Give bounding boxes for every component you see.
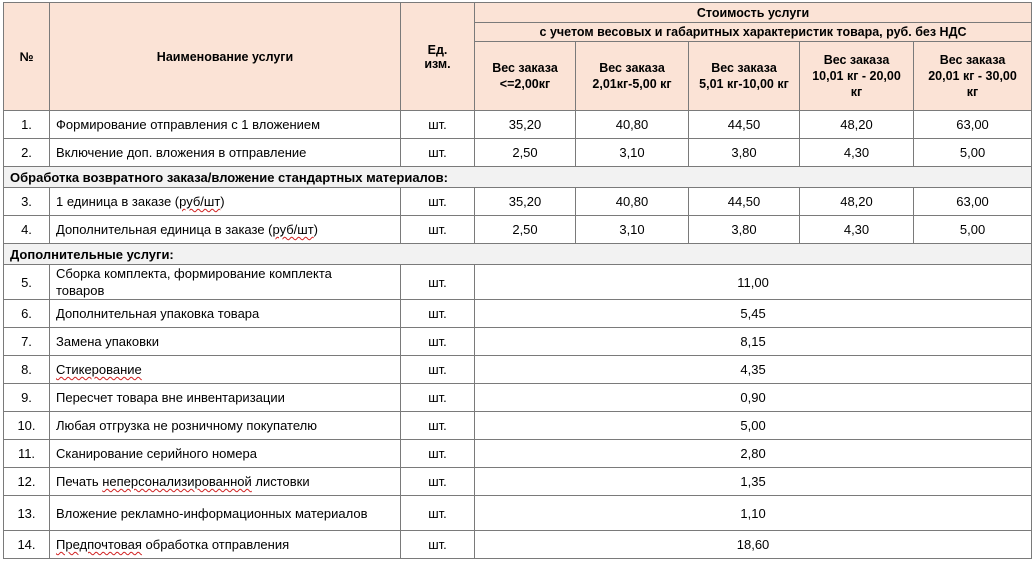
table-row [4, 265, 1032, 300]
price-cell: 48,20 [800, 188, 914, 216]
spellcheck-word: неперсонализированной [102, 474, 252, 489]
price-cell: 3,80 [689, 216, 800, 244]
price-cell: 3,10 [576, 139, 689, 167]
service-name: Включение доп. вложения в отправление [50, 139, 401, 167]
header-weight-4: Вес заказа 10,01 кг - 20,00 кг [800, 42, 914, 111]
price-cell: 2,50 [475, 139, 576, 167]
price-cell: 2,50 [475, 216, 576, 244]
table-row [4, 412, 1032, 440]
unit: шт. [401, 300, 475, 328]
row-num: 5. [4, 265, 50, 300]
price-cell: 18,60 [475, 531, 1032, 559]
row-num: 12. [4, 468, 50, 496]
price-cell: 44,50 [689, 111, 800, 139]
header-weight-2: Вес заказа 2,01кг-5,00 кг [576, 42, 689, 111]
row-num: 14. [4, 531, 50, 559]
price-cell: 4,35 [475, 356, 1032, 384]
service-name: Формирование отправления с 1 вложением [50, 111, 401, 139]
row-num: 4. [4, 216, 50, 244]
row-num: 10. [4, 412, 50, 440]
header-weight-3: Вес заказа 5,01 кг-10,00 кг [689, 42, 800, 111]
section-row-returns [4, 167, 1032, 188]
header-weight-1: Вес заказа <=2,00кг [475, 42, 576, 111]
section-title: Дополнительные услуги: [4, 244, 1032, 265]
service-name [50, 356, 401, 384]
unit: шт. [401, 216, 475, 244]
table-row [4, 139, 1032, 167]
row-num: 7. [4, 328, 50, 356]
table-row [4, 531, 1032, 559]
table-row [4, 328, 1032, 356]
header-service-name: Наименование услуги [50, 3, 401, 111]
service-name: Печать неперсонализированной листовки [50, 468, 401, 496]
service-name: Сборка комплекта, формирование комплекта товаров [50, 265, 401, 300]
spellcheck-word: руб/шт [179, 194, 221, 209]
header-cost-title: Стоимость услуги [475, 3, 1032, 23]
service-name: Дополнительная единица в заказе (руб/шт) [50, 216, 401, 244]
service-name: Вложение рекламно-информационных материалов [50, 496, 401, 531]
unit: шт. [401, 265, 475, 300]
price-cell: 4,30 [800, 216, 914, 244]
table-row [4, 468, 1032, 496]
unit: шт. [401, 139, 475, 167]
row-num: 13. [4, 496, 50, 531]
header-unit: Ед. изм. [401, 3, 475, 111]
price-cell: 4,30 [800, 139, 914, 167]
price-cell: 44,50 [689, 188, 800, 216]
unit: шт. [401, 440, 475, 468]
row-num: 9. [4, 384, 50, 412]
spellcheck-word: Стикерование [56, 362, 142, 377]
table-row [4, 300, 1032, 328]
price-cell: 0,90 [475, 384, 1032, 412]
row-num: 6. [4, 300, 50, 328]
unit: шт. [401, 412, 475, 440]
price-cell: 8,15 [475, 328, 1032, 356]
price-cell: 5,00 [914, 139, 1032, 167]
section-title: Обработка возвратного заказа/вложение стандартных материалов: [4, 167, 1032, 188]
unit: шт. [401, 111, 475, 139]
table-row [4, 216, 1032, 244]
tariff-table [3, 2, 1032, 559]
row-num: 1. [4, 111, 50, 139]
table-row [4, 440, 1032, 468]
section-row-extra [4, 244, 1032, 265]
service-name: Сканирование серийного номера [50, 440, 401, 468]
price-cell: 3,10 [576, 216, 689, 244]
unit: шт. [401, 468, 475, 496]
price-cell: 3,80 [689, 139, 800, 167]
price-cell: 40,80 [576, 188, 689, 216]
price-cell: 35,20 [475, 188, 576, 216]
price-cell: 40,80 [576, 111, 689, 139]
service-name: Пересчет товара вне инвентаризации [50, 384, 401, 412]
price-cell: 5,45 [475, 300, 1032, 328]
unit: шт. [401, 496, 475, 531]
spellcheck-word: руб/шт [272, 222, 314, 237]
header-num: № [4, 3, 50, 111]
unit: шт. [401, 531, 475, 559]
table-row [4, 384, 1032, 412]
price-cell: 63,00 [914, 188, 1032, 216]
price-cell: 5,00 [475, 412, 1032, 440]
unit: шт. [401, 384, 475, 412]
price-cell: 63,00 [914, 111, 1032, 139]
row-num: 11. [4, 440, 50, 468]
table-row [4, 356, 1032, 384]
row-num: 8. [4, 356, 50, 384]
price-cell: 1,10 [475, 496, 1032, 531]
header-cost-subtitle: с учетом весовых и габаритных характеристик товара, руб. без НДС [475, 23, 1032, 42]
table-row [4, 496, 1032, 531]
price-cell: 11,00 [475, 265, 1032, 300]
unit: шт. [401, 356, 475, 384]
price-cell: 35,20 [475, 111, 576, 139]
spellcheck-word: Предпочтовая [56, 537, 142, 552]
header-weight-5: Вес заказа 20,01 кг - 30,00 кг [914, 42, 1032, 111]
unit: шт. [401, 188, 475, 216]
unit: шт. [401, 328, 475, 356]
table-row [4, 111, 1032, 139]
row-num: 2. [4, 139, 50, 167]
header-row-1 [4, 3, 1032, 23]
price-cell: 48,20 [800, 111, 914, 139]
service-name: Замена упаковки [50, 328, 401, 356]
price-cell: 1,35 [475, 468, 1032, 496]
price-cell: 2,80 [475, 440, 1032, 468]
service-name: Любая отгрузка не розничному покупателю [50, 412, 401, 440]
service-name: 1 единица в заказе (руб/шт) [50, 188, 401, 216]
price-cell: 5,00 [914, 216, 1032, 244]
service-name: Предпочтовая обработка отправления [50, 531, 401, 559]
table-row [4, 188, 1032, 216]
service-name: Дополнительная упаковка товара [50, 300, 401, 328]
row-num: 3. [4, 188, 50, 216]
